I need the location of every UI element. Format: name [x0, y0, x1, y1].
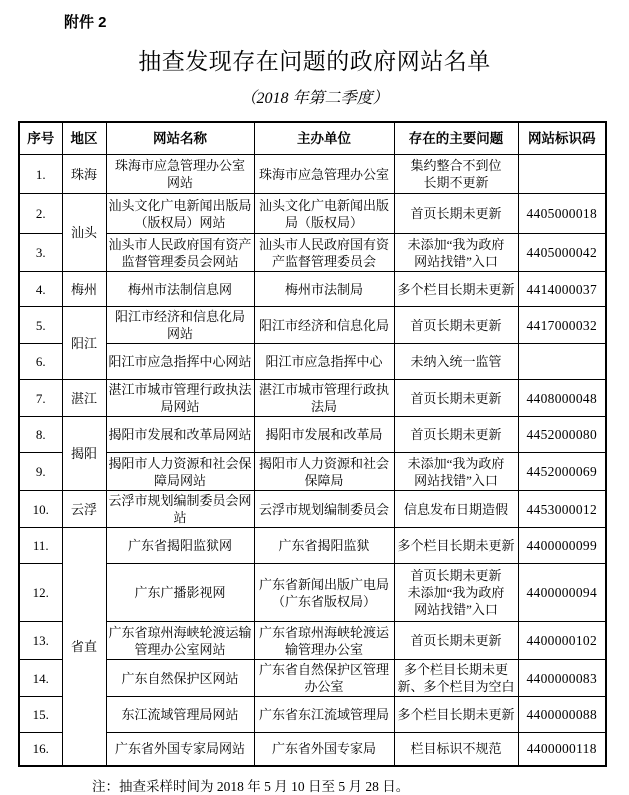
- website-name-cell: 湛江市城市管理行政执法 局网站: [106, 380, 254, 417]
- region-cell: 珠海: [62, 155, 106, 194]
- problem-cell: 未添加“我为政府 网站找错”入口: [394, 453, 518, 491]
- website-name-cell: 广东省外国专家局网站: [106, 733, 254, 766]
- problem-cell: 多个栏目长期未更新: [394, 697, 518, 733]
- attachment-label: 附件 2: [64, 14, 107, 31]
- organizer-cell: 广东省自然保护区管理 办公室: [254, 660, 394, 697]
- table-row: [19, 344, 606, 380]
- table-row: [19, 155, 606, 194]
- problem-cell: 集约整合不到位 长期不更新: [394, 155, 518, 194]
- row-number-cell: 5.: [19, 307, 62, 344]
- website-name-cell: 东江流域管理局网站: [106, 697, 254, 733]
- problem-cell: 首页长期未更新 未添加“我为政府 网站找错”入口: [394, 564, 518, 622]
- organizer-cell: 揭阳市发展和改革局: [254, 417, 394, 453]
- region-cell: 梅州: [62, 272, 106, 307]
- code-cell: 4414000037: [518, 272, 606, 307]
- organizer-cell: 广东省揭阳监狱: [254, 528, 394, 564]
- table-row: [19, 417, 606, 453]
- table-row: [19, 453, 606, 491]
- code-cell: 4453000012: [518, 491, 606, 528]
- organizer-cell: 阳江市经济和信息化局: [254, 307, 394, 344]
- problem-cell: 首页长期未更新: [394, 417, 518, 453]
- row-number-cell: 6.: [19, 344, 62, 380]
- problem-cell: 多个栏目长期未更 新、多个栏目为空白: [394, 660, 518, 697]
- organizer-cell: 梅州市法制局: [254, 272, 394, 307]
- organizer-cell: 广东省东江流域管理局: [254, 697, 394, 733]
- website-name-cell: 揭阳市人力资源和社会保 障局网站: [106, 453, 254, 491]
- code-cell: 4400000088: [518, 697, 606, 733]
- problem-cell: 信息发布日期造假: [394, 491, 518, 528]
- row-number-cell: 11.: [19, 528, 62, 564]
- row-number-cell: 1.: [19, 155, 62, 194]
- website-name-cell: 云浮市规划编制委员会网 站: [106, 491, 254, 528]
- code-cell: 4405000042: [518, 234, 606, 272]
- page-title: 抽查发现存在问题的政府网站名单: [138, 49, 491, 74]
- code-cell: [518, 155, 606, 194]
- row-number-cell: 10.: [19, 491, 62, 528]
- problem-cell: 首页长期未更新: [394, 307, 518, 344]
- row-number-cell: 9.: [19, 453, 62, 491]
- code-cell: 4400000118: [518, 733, 606, 766]
- table-row: [19, 491, 606, 528]
- organizer-cell: 广东省新闻出版广电局 （广东省版权局）: [254, 564, 394, 622]
- row-number-cell: 14.: [19, 660, 62, 697]
- website-name-cell: 广东广播影视网: [106, 564, 254, 622]
- row-number-cell: 4.: [19, 272, 62, 307]
- row-number-cell: 8.: [19, 417, 62, 453]
- organizer-cell: 珠海市应急管理办公室: [254, 155, 394, 194]
- table-row: [19, 733, 606, 766]
- organizer-cell: 广东省外国专家局: [254, 733, 394, 766]
- problem-cell: 首页长期未更新: [394, 194, 518, 234]
- region-cell: 阳江: [62, 307, 106, 380]
- website-name-cell: 揭阳市发展和改革局网站: [106, 417, 254, 453]
- problem-cell: 首页长期未更新: [394, 622, 518, 660]
- column-header-code: 网站标识码: [518, 122, 606, 155]
- problem-cell: 未添加“我为政府 网站找错”入口: [394, 234, 518, 272]
- page-subtitle: （2018 年第二季度）: [240, 90, 389, 107]
- problem-cell: 栏目标识不规范: [394, 733, 518, 766]
- table-row: [19, 307, 606, 344]
- region-cell: 湛江: [62, 380, 106, 417]
- table-row: [19, 380, 606, 417]
- region-cell: 汕头: [62, 194, 106, 272]
- code-cell: 4405000018: [518, 194, 606, 234]
- website-name-cell: 广东自然保护区网站: [106, 660, 254, 697]
- code-cell: 4417000032: [518, 307, 606, 344]
- code-cell: 4452000069: [518, 453, 606, 491]
- region-cell: 省直: [62, 528, 106, 766]
- table-row: [19, 272, 606, 307]
- code-cell: 4408000048: [518, 380, 606, 417]
- column-header-name: 网站名称: [106, 122, 254, 155]
- website-name-cell: 汕头市人民政府国有资产 监督管理委员会网站: [106, 234, 254, 272]
- table-row: [19, 234, 606, 272]
- organizer-cell: 汕头市人民政府国有资 产监督管理委员会: [254, 234, 394, 272]
- organizer-cell: 云浮市规划编制委员会: [254, 491, 394, 528]
- problem-cell: 多个栏目长期未更新: [394, 272, 518, 307]
- table-row: [19, 564, 606, 622]
- code-cell: 4452000080: [518, 417, 606, 453]
- row-number-cell: 13.: [19, 622, 62, 660]
- column-header-unit: 主办单位: [254, 122, 394, 155]
- column-header-no: 序号: [19, 122, 62, 155]
- table-row: [19, 697, 606, 733]
- table-header-row: [19, 122, 606, 155]
- website-name-cell: 珠海市应急管理办公室 网站: [106, 155, 254, 194]
- code-cell: 4400000099: [518, 528, 606, 564]
- website-name-cell: 阳江市应急指挥中心网站: [106, 344, 254, 380]
- website-name-cell: 阳江市经济和信息化局 网站: [106, 307, 254, 344]
- website-name-cell: 广东省揭阳监狱网: [106, 528, 254, 564]
- row-number-cell: 12.: [19, 564, 62, 622]
- table-row: [19, 528, 606, 564]
- table-row: [19, 194, 606, 234]
- organizer-cell: 汕头文化广电新闻出版 局（版权局）: [254, 194, 394, 234]
- row-number-cell: 7.: [19, 380, 62, 417]
- problem-cell: 未纳入统一监管: [394, 344, 518, 380]
- website-name-cell: 广东省琼州海峡轮渡运输 管理办公室网站: [106, 622, 254, 660]
- column-header-problem: 存在的主要问题: [394, 122, 518, 155]
- row-number-cell: 2.: [19, 194, 62, 234]
- table-row: [19, 660, 606, 697]
- row-number-cell: 15.: [19, 697, 62, 733]
- organizer-cell: 广东省琼州海峡轮渡运 输管理办公室: [254, 622, 394, 660]
- website-name-cell: 梅州市法制信息网: [106, 272, 254, 307]
- organizer-cell: 阳江市应急指挥中心: [254, 344, 394, 380]
- organizer-cell: 揭阳市人力资源和社会 保障局: [254, 453, 394, 491]
- problem-cell: 多个栏目长期未更新: [394, 528, 518, 564]
- code-cell: 4400000083: [518, 660, 606, 697]
- table-row: [19, 622, 606, 660]
- organizer-cell: 湛江市城市管理行政执 法局: [254, 380, 394, 417]
- region-cell: 揭阳: [62, 417, 106, 491]
- code-cell: 4400000094: [518, 564, 606, 622]
- region-cell: 云浮: [62, 491, 106, 528]
- website-table-body: [19, 155, 606, 766]
- sampling-note: 注：抽查采样时间为 2018 年 5 月 10 日至 5 月 28 日。: [92, 778, 410, 794]
- code-cell: 4400000102: [518, 622, 606, 660]
- column-header-region: 地区: [62, 122, 106, 155]
- problem-cell: 首页长期未更新: [394, 380, 518, 417]
- row-number-cell: 16.: [19, 733, 62, 766]
- website-name-cell: 汕头文化广电新闻出版局 （版权局）网站: [106, 194, 254, 234]
- problem-websites-table: [18, 121, 607, 767]
- row-number-cell: 3.: [19, 234, 62, 272]
- code-cell: [518, 344, 606, 380]
